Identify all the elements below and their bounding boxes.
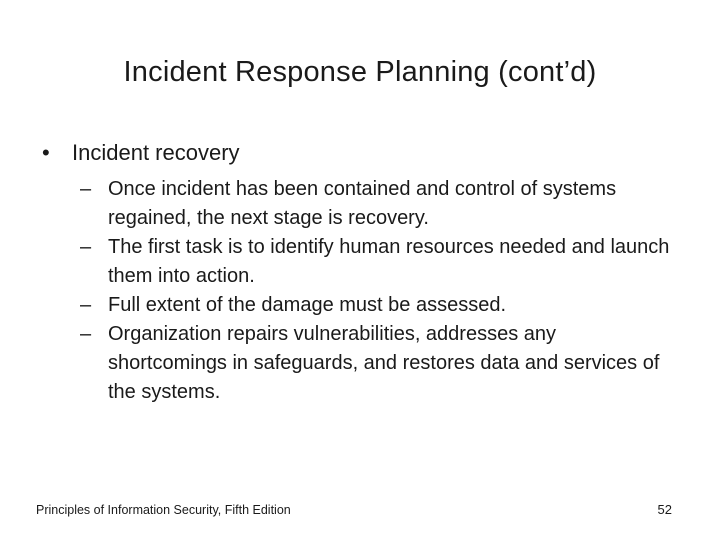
dash-marker: – <box>80 323 92 345</box>
sub-bullet-text: Once incident has been contained and control of systems regained, the next stage is recovery. <box>108 178 617 229</box>
sub-bullet-list <box>80 175 680 407</box>
bullet-marker: • <box>42 140 50 165</box>
sub-bullet-text: Organization repairs vulnerabilities, addresses any shortcomings in safeguards, and restores data and services of the systems. <box>108 323 660 403</box>
bullet-text: Incident recovery <box>72 140 240 165</box>
sub-bullet-text: The first task is to identify human resources needed and launch them into action. <box>108 236 670 287</box>
sub-bullet-item <box>80 233 680 291</box>
sub-bullet-text: Full extent of the damage must be assessed. <box>108 294 506 316</box>
bullet-incident-recovery <box>42 139 240 167</box>
page-number: 52 <box>657 502 672 517</box>
dash-marker: – <box>80 294 92 316</box>
dash-marker: – <box>80 236 92 258</box>
slide-title: Incident Response Planning (cont’d) <box>123 56 597 88</box>
sub-bullet-item <box>80 320 680 407</box>
sub-bullet-item <box>80 175 680 233</box>
footer-source: Principles of Information Security, Fifth Edition <box>36 503 291 517</box>
sub-bullet-item <box>80 291 680 320</box>
dash-marker: – <box>80 178 92 200</box>
